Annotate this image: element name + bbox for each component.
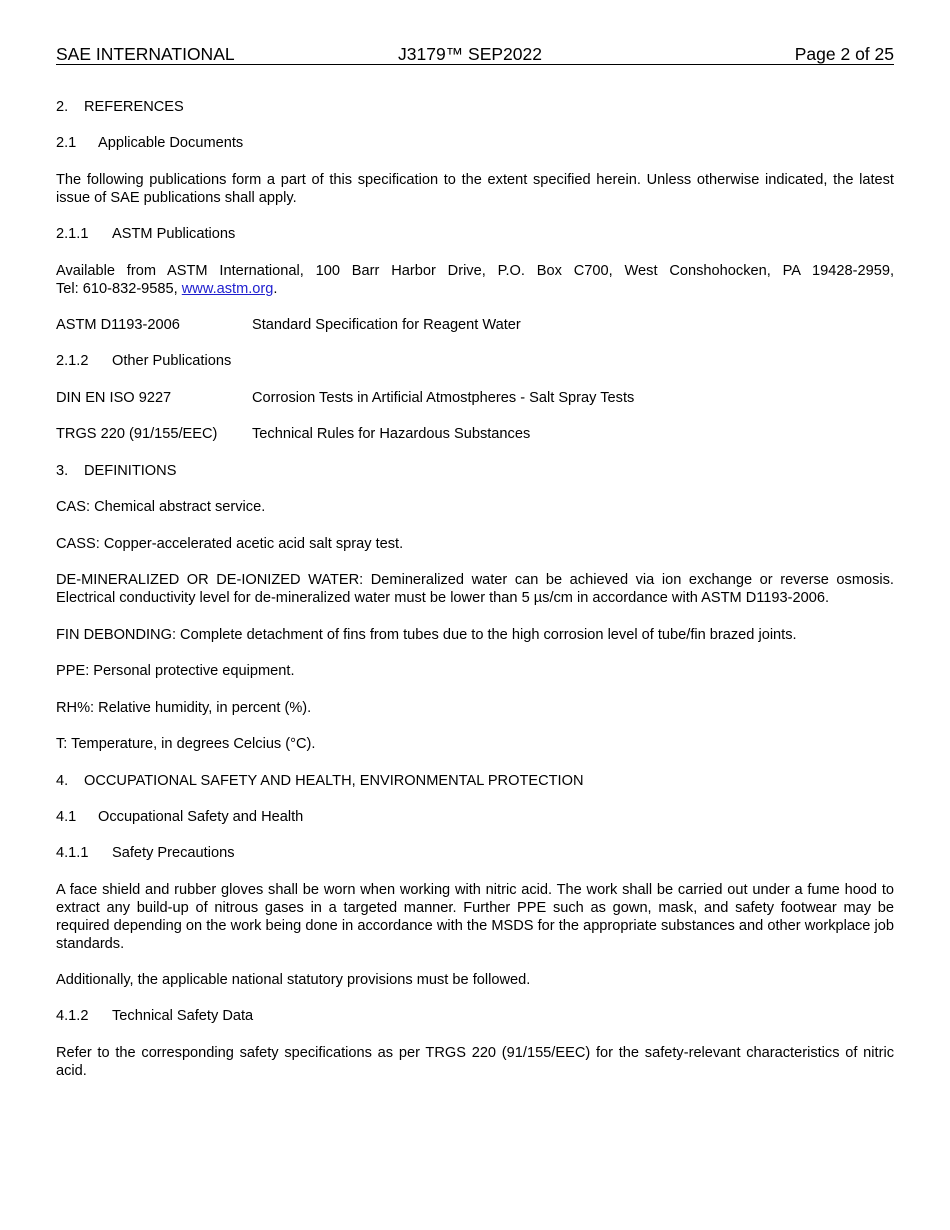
definition-demineralized-water: DE-MINERALIZED OR DE-IONIZED WATER: Demineralized water can be achieved via ion exchange or reverse osmosis. Electrical conductivity level for de-mineralized water must be lower than 5 µs/cm in accordance with ASTM D1193-2006. (56, 572, 894, 606)
header-document-id: J3179™ SEP2022 (398, 44, 542, 64)
section-title: Occupational Safety and Health (98, 809, 304, 825)
technical-safety-data-paragraph: Refer to the corresponding safety specifications as per TRGS 220 (91/155/EEC) for the safety-relevant characteristics of nitric acid. (56, 1045, 894, 1079)
statutory-provisions-paragraph: Additionally, the applicable national statutory provisions must be followed. (56, 972, 531, 988)
definition-ppe: PPE: Personal protective equipment. (56, 663, 295, 679)
reference-code: ASTM D1193-2006 (56, 317, 180, 333)
period: . (273, 281, 278, 297)
astm-phone: Tel: 610-832-9585, (56, 281, 182, 297)
section-number: 2.1.1 (56, 226, 89, 242)
definition-rh: RH%: Relative humidity, in percent (%). (56, 700, 312, 716)
definition-temperature: T: Temperature, in degrees Celcius (°C). (56, 736, 316, 752)
section-2-1-heading (56, 134, 894, 152)
section-title: Safety Precautions (112, 845, 235, 861)
section-number: 2.1 (56, 135, 77, 151)
reference-code: TRGS 220 (91/155/EEC) (56, 426, 218, 442)
astm-address-line-2 (56, 280, 894, 298)
section-title: REFERENCES (84, 99, 184, 115)
header-page-number: Page 2 of 25 (794, 44, 894, 64)
page-header (56, 44, 894, 65)
section-number: 2. (56, 99, 69, 115)
applicable-documents-paragraph: The following publications form a part of this specification to the extent specified herein. Unless otherwise indicated, the latest issue of SAE publications shall apply. (56, 172, 894, 206)
section-4-1-1-heading (56, 844, 894, 862)
section-title: OCCUPATIONAL SAFETY AND HEALTH, ENVIRONMENTAL PROTECTION (84, 773, 584, 789)
definition-cas: CAS: Chemical abstract service. (56, 499, 266, 515)
section-4-1-2-heading (56, 1007, 894, 1025)
astm-address-line-1: Available from ASTM International, 100 Barr Harbor Drive, P.O. Box C700, West Conshohocken, PA 19428-2959, (56, 263, 894, 279)
definition-cass: CASS: Copper-accelerated acetic acid salt spray test. (56, 536, 404, 552)
reference-title: Standard Specification for Reagent Water (252, 317, 521, 333)
definition-fin-debonding: FIN DEBONDING: Complete detachment of fins from tubes due to the high corrosion level of tube/fin brazed joints. (56, 627, 797, 643)
section-title: Applicable Documents (98, 135, 244, 151)
reference-title: Technical Rules for Hazardous Substances (252, 426, 531, 442)
section-number: 3. (56, 463, 69, 479)
section-number: 4. (56, 773, 69, 789)
section-number: 4.1.1 (56, 845, 89, 861)
section-title: Other Publications (112, 353, 232, 369)
section-2-1-2-heading (56, 352, 894, 370)
reference-title: Corrosion Tests in Artificial Atmostpheres - Salt Spray Tests (252, 390, 635, 406)
section-3-heading (56, 462, 894, 480)
safety-precautions-paragraph: A face shield and rubber gloves shall be worn when working with nitric acid. The work shall be carried out under a fume hood to extract any build-up of nitrous gases in a targeted manner. Further PPE such as gown, mask, and safety footwear may be required depending on the work being done in accordance with the MSDS for the appropriate substances and other workplace job standards. (56, 882, 894, 952)
header-organization: SAE INTERNATIONAL (56, 44, 235, 64)
section-2-1-1-heading (56, 225, 894, 243)
section-number: 2.1.2 (56, 353, 89, 369)
section-title: ASTM Publications (112, 226, 236, 242)
section-number: 4.1 (56, 809, 77, 825)
section-2-heading (56, 98, 894, 116)
section-4-heading (56, 772, 894, 790)
section-title: DEFINITIONS (84, 463, 177, 479)
section-number: 4.1.2 (56, 1008, 89, 1024)
reference-code: DIN EN ISO 9227 (56, 390, 172, 406)
astm-website-link[interactable]: www.astm.org (181, 281, 274, 297)
section-4-1-heading (56, 808, 894, 826)
section-title: Technical Safety Data (112, 1008, 254, 1024)
